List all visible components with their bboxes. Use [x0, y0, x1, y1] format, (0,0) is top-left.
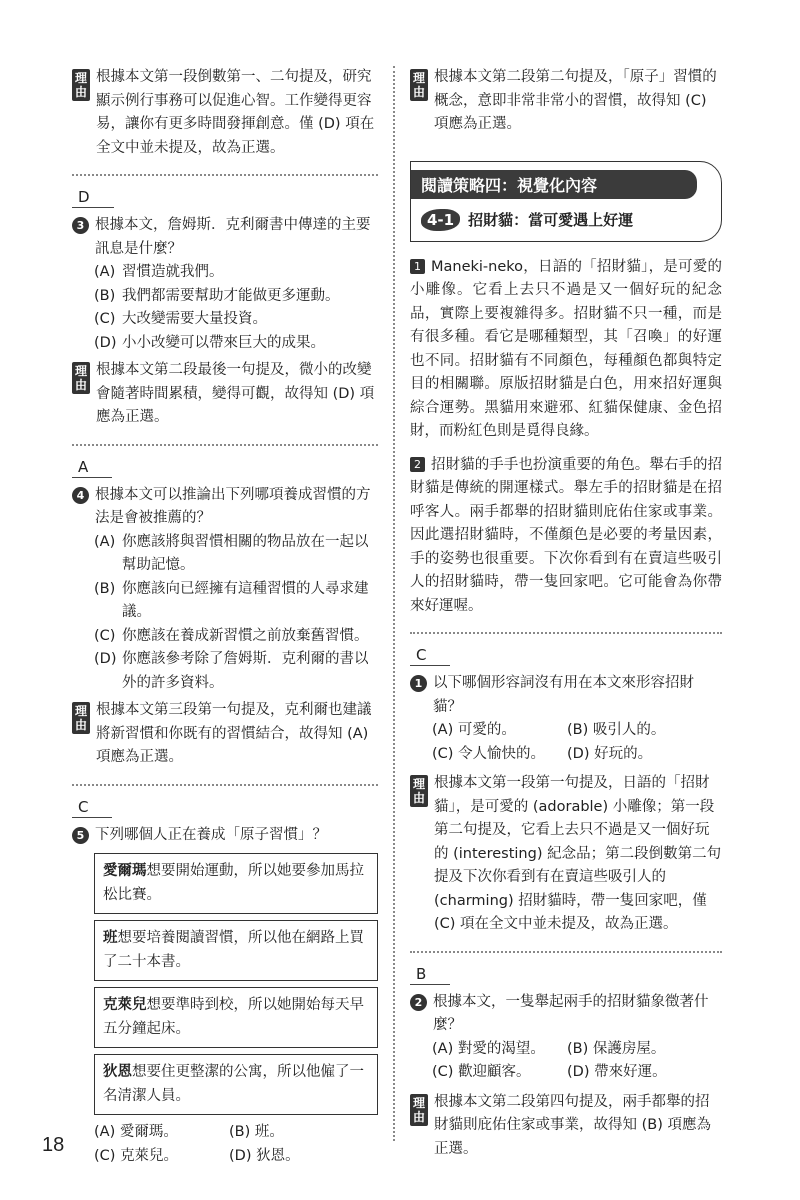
option	[94, 625, 378, 649]
reason-block	[72, 359, 378, 430]
strategy-subtitle	[411, 209, 721, 231]
option	[94, 531, 378, 578]
section-divider	[410, 632, 722, 634]
strategy-title: 閱讀策略四：視覺化內容	[411, 170, 697, 199]
reason-text: 根據本文第一段倒數第一、二句提及，研究顯示例行事務可以促進心智。工作變得更容易，讓你有更多時間發揮創意。僅 (D) 項在全文中並未提及，故為正選。	[96, 69, 375, 156]
option-text: 歡迎顧客。	[458, 1064, 531, 1080]
reason-block	[72, 699, 378, 770]
question-text: 根據本文，詹姆斯．克利爾書中傳達的主要訊息是什麼？	[95, 217, 371, 257]
reason-badge: 理由	[72, 69, 90, 101]
person-name: 班	[103, 930, 118, 946]
option	[94, 1145, 229, 1169]
question-3	[72, 188, 378, 430]
options-list	[94, 261, 378, 355]
option-label: (A)	[94, 533, 116, 550]
reason-text: 根據本文第一段第一句提及，日語的「招財貓」，是可愛的 (adorable) 小雕像；第一段第二句提及，它看上去只不過是又一個好玩的 (interesting) 紀念品；第二段倒數第二句提及下次你看到有在賣這些吸引人的 (charming) 招財貓時，帶一隻回家吧，僅 (C) 項在全文中並未提及，故為正選。	[434, 775, 722, 932]
paragraph-text: Maneki-neko，日語的「招財貓」，是可愛的小雕像。它看上去只不過是又一個好玩的紀念品，實際上要複雜得多。招財貓不只一種，而是有很多種。看它是哪種類型，其「召喚」的好運也不同。招財貓有不同顏色，每種顏色都與特定目的相關聯。原版招財貓是白色，用來招好運與綜合運勢。黑貓用來避邪、紅貓保健康、金色招財，而粉紅色則是覓得良緣。	[410, 258, 722, 439]
left-column	[72, 66, 378, 1168]
option	[94, 648, 378, 695]
option-text: 你應該向已經擁有這種習慣的人尋求建議。	[122, 580, 369, 620]
option-label: (B)	[94, 580, 116, 597]
option	[432, 743, 567, 767]
question-text: 根據本文，一隻舉起兩手的招財貓象徵著什麼？	[433, 993, 709, 1033]
question-stem	[72, 484, 378, 531]
option-label: (B)	[567, 1040, 589, 1057]
option-text: 保護房屋。	[592, 1040, 666, 1057]
reason-badge: 理由	[410, 69, 428, 101]
question-text: 以下哪個形容詞沒有用在本文來形容招財貓？	[433, 675, 694, 715]
section-divider	[72, 784, 378, 786]
option	[94, 308, 378, 332]
option	[567, 743, 702, 767]
question-number: 2	[410, 994, 427, 1011]
answer-key: C	[72, 798, 112, 818]
strategy-banner	[410, 161, 722, 242]
option-text: 吸引人的。	[592, 722, 666, 738]
reason-block	[410, 1091, 722, 1162]
reason-text: 根據本文第二段第二句提及，「原子」習慣的概念，意即非常非常小的習慣，故得知 (C) 項應為正選。	[434, 69, 717, 132]
section-divider	[72, 174, 378, 176]
reason-text: 根據本文第三段第一句提及，克利爾也建議將新習慣和你既有的習慣結合，故得知 (A) 項應為正選。	[96, 702, 372, 765]
option-label: (D)	[229, 1147, 252, 1164]
option-label: (C)	[432, 1064, 454, 1080]
option-label: (C)	[432, 745, 454, 762]
option	[567, 719, 702, 743]
question-stem	[72, 214, 378, 261]
option-text: 班。	[254, 1124, 284, 1140]
option-label: (B)	[94, 287, 116, 304]
section-divider	[410, 951, 722, 953]
scenario-box	[94, 853, 378, 914]
option-text: 你應該參考除了詹姆斯．克利爾的書以外的許多資料。	[122, 651, 369, 691]
question-5	[72, 798, 378, 1169]
reason-badge: 理由	[72, 362, 90, 394]
option-text: 大改變需要大量投資。	[122, 311, 267, 327]
paragraph-number: 2	[410, 457, 425, 472]
answer-key: D	[72, 188, 114, 208]
right-column	[410, 66, 722, 1161]
option-label: (A)	[94, 1124, 116, 1140]
option-label: (D)	[94, 334, 117, 351]
scenario-box	[94, 987, 378, 1048]
option	[94, 332, 378, 356]
option-text: 你應該將與習慣相關的物品放在一起以幫助記憶。	[122, 533, 369, 573]
reason-text: 根據本文第二段第四句提及，兩手都舉的招財貓則庇佑住家或事業，故得知 (B) 項應為正選。	[434, 1093, 711, 1157]
scenario-text: 想要準時到校，所以她開始每天早五分鐘起床。	[103, 997, 364, 1037]
reason-text: 根據本文第二段最後一句提及，微小的改變會隨著時間累積，變得可觀，故得知 (D) 項應為正選。	[96, 362, 375, 425]
reason-block	[410, 66, 722, 137]
option-row	[432, 743, 722, 767]
paragraph-text: 招財貓的手手也扮演重要的角色。舉右手的招財貓是傳統的開運樣式。舉左手的招財貓是在招呼客人。兩手都舉的招財貓則庇佑住家或事業。因此選招財貓時，不僅顏色是必要的考量因素，手的姿勢也很重要。下次你看到有在賣這些吸引人的招財貓時，帶一隻回家吧。它可能會為你帶來好運喔。	[410, 456, 722, 614]
passage-paragraph-2	[410, 454, 722, 619]
answer-key: A	[72, 458, 112, 478]
option-row	[432, 1038, 722, 1062]
options-list	[432, 1038, 722, 1085]
option-text: 克萊兒。	[120, 1147, 179, 1164]
option-text: 可愛的。	[457, 722, 516, 738]
question-stem	[410, 991, 722, 1038]
option-label: (A)	[94, 264, 116, 280]
reason-badge: 理由	[410, 775, 428, 807]
reason-badge: 理由	[72, 702, 90, 734]
option	[229, 1145, 364, 1169]
option-label: (D)	[567, 1064, 590, 1080]
scenario-box	[94, 1054, 378, 1115]
option	[432, 1038, 567, 1062]
scenario-text: 想要住更整潔的公寓，所以他僱了一名清潔人員。	[103, 1064, 364, 1104]
question-4	[72, 458, 378, 770]
scenario-box	[94, 920, 378, 981]
option-text: 我們都需要幫助才能做更多運動。	[122, 287, 340, 304]
paragraph-number: 1	[410, 259, 425, 274]
options-list	[94, 531, 378, 696]
option-text: 小小改變可以帶來巨大的成果。	[122, 334, 325, 351]
option	[94, 261, 378, 285]
option-label: (C)	[94, 311, 116, 327]
passage-paragraph-1	[410, 256, 722, 444]
option-label: (C)	[94, 627, 116, 644]
question-text: 下列哪個人正在養成「原子習慣」？	[95, 826, 327, 843]
person-name: 愛爾瑪	[103, 863, 147, 879]
reason-block	[72, 66, 378, 160]
option-row	[94, 1145, 378, 1169]
question-number: 3	[72, 217, 89, 234]
person-name: 克萊兒	[103, 997, 147, 1013]
option-label: (B)	[229, 1124, 251, 1140]
question-stem	[410, 672, 722, 719]
question-2	[410, 965, 722, 1162]
option	[432, 1061, 567, 1085]
answer-key: C	[410, 646, 450, 666]
page-number: 18	[42, 1134, 65, 1156]
option-label: (A)	[432, 722, 454, 738]
option	[94, 1121, 229, 1145]
option	[94, 578, 378, 625]
option-label: (D)	[94, 651, 117, 667]
option-text: 帶來好運。	[594, 1064, 667, 1080]
options-list	[94, 1121, 378, 1168]
scenario-text: 想要培養閱讀習慣，所以他在網路上買了二十本書。	[103, 930, 364, 970]
options-list	[432, 719, 722, 766]
option-text: 令人愉快的。	[458, 745, 546, 762]
option-label: (B)	[567, 722, 589, 738]
option-text: 對愛的渴望。	[457, 1040, 545, 1057]
column-divider	[393, 66, 395, 1141]
question-1	[410, 646, 722, 937]
answer-key: B	[410, 965, 450, 985]
question-number: 1	[410, 675, 427, 692]
option	[432, 719, 567, 743]
scenario-text: 想要開始運動，所以她要參加馬拉松比賽。	[103, 863, 364, 903]
option-text: 愛爾瑪。	[119, 1124, 178, 1140]
option-text: 好玩的。	[594, 745, 653, 762]
question-stem	[72, 824, 378, 848]
strategy-label: 招財貓：當可愛遇上好運	[468, 211, 634, 229]
question-number: 5	[72, 827, 89, 844]
option	[567, 1038, 702, 1062]
reason-block	[410, 772, 722, 937]
option-row	[432, 1061, 722, 1085]
option-row	[94, 1121, 378, 1145]
option-label: (D)	[567, 745, 590, 762]
question-number: 4	[72, 487, 89, 504]
section-divider	[72, 444, 378, 446]
option-text: 習慣造就我們。	[122, 264, 224, 280]
option-label: (C)	[94, 1147, 116, 1164]
option-text: 狄恩。	[256, 1147, 300, 1164]
option-text: 你應該在養成新習慣之前放棄舊習慣。	[122, 627, 369, 644]
question-text: 根據本文可以推論出下列哪項養成習慣的方法是會被推薦的？	[95, 486, 371, 526]
option-label: (A)	[432, 1040, 454, 1057]
strategy-number: 4-1	[421, 209, 460, 231]
option	[94, 285, 378, 309]
person-name: 狄恩	[103, 1064, 132, 1080]
option	[567, 1061, 702, 1085]
reason-badge: 理由	[410, 1094, 428, 1126]
option	[229, 1121, 364, 1145]
option-row	[432, 719, 722, 743]
